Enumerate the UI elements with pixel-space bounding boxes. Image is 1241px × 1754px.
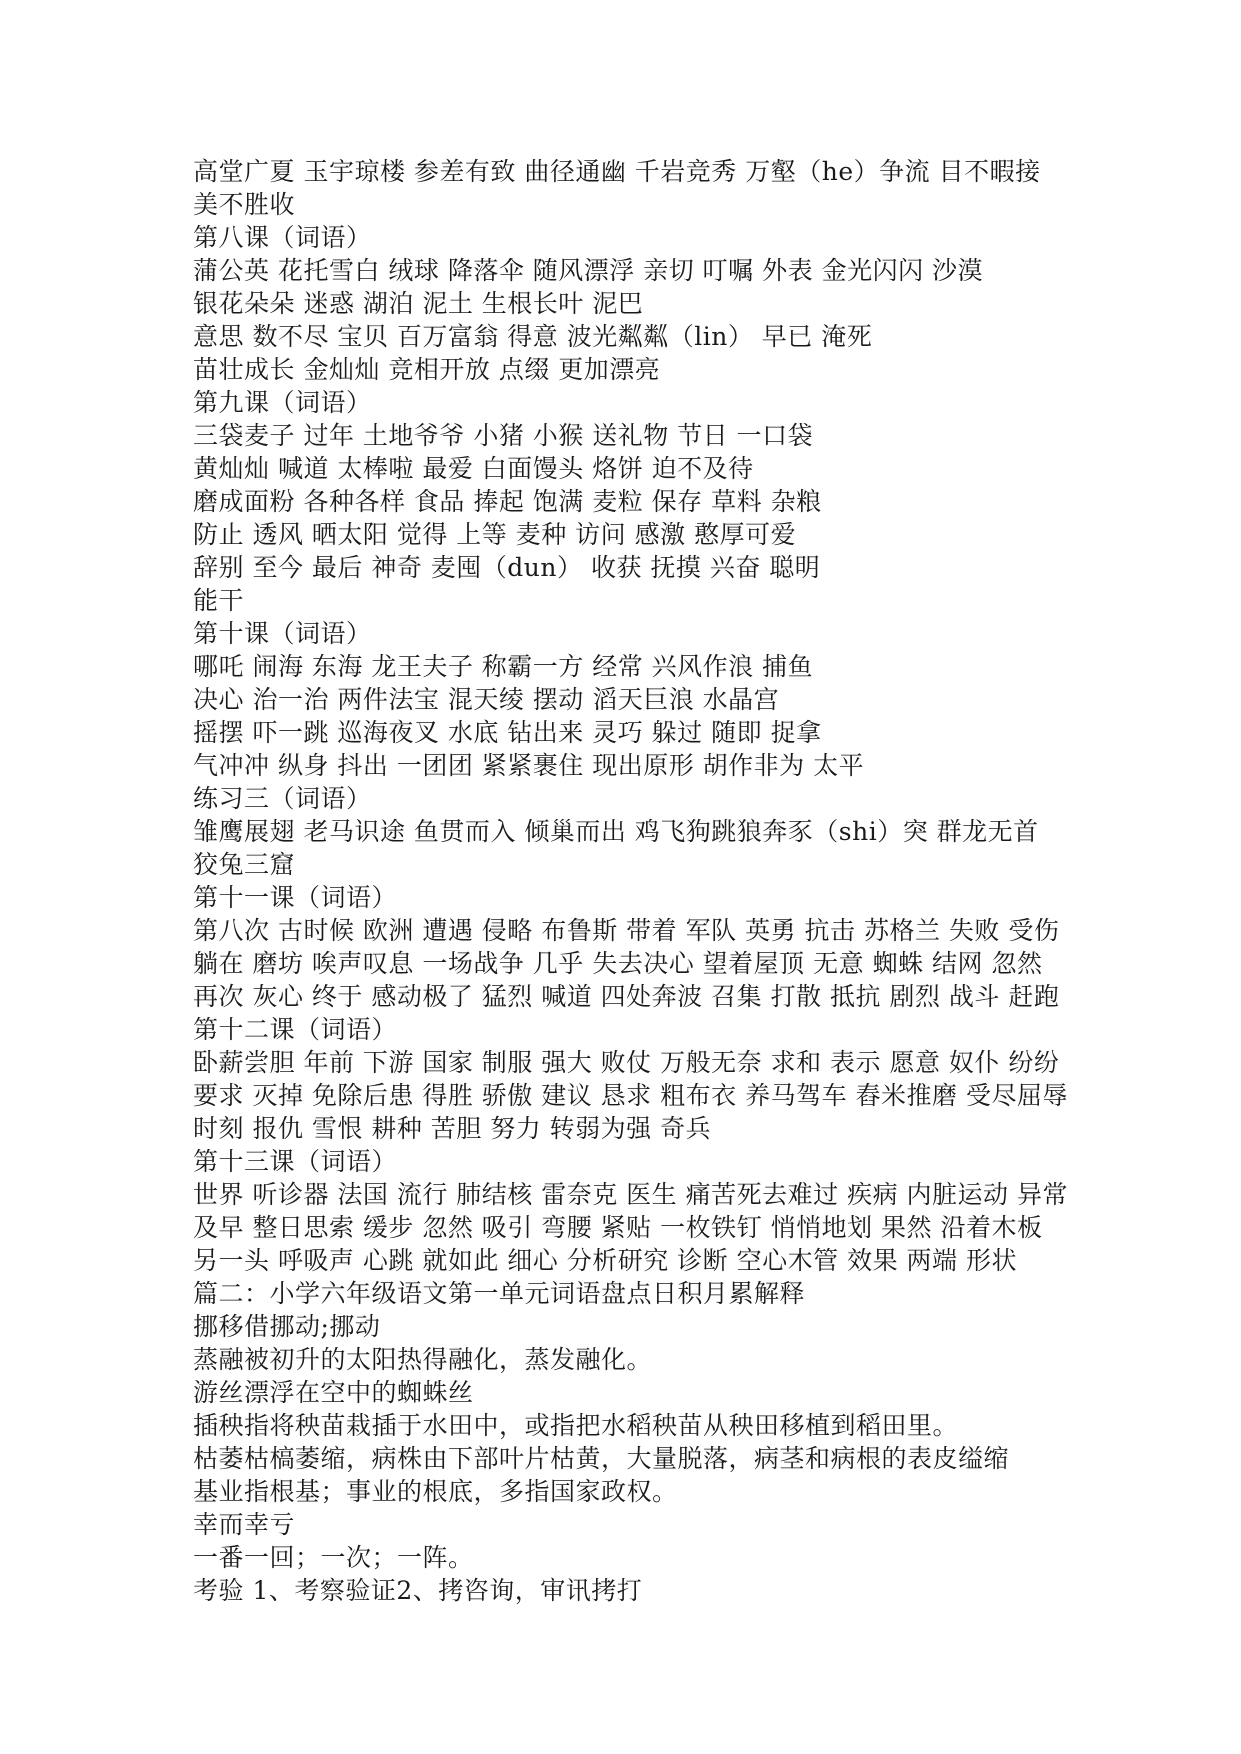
text-line: 要求 灭掉 免除后患 得胜 骄傲 建议 恳求 粗布衣 养马驾车 舂米推磨 受尽屈辱 [193,1081,1068,1110]
text-line: 时刻 报仇 雪恨 耕种 苦胆 努力 转弱为强 奇兵 [193,1114,712,1143]
text-line: 插秧指将秧苗栽插于水田中，或指把水稻秧苗从秧田移植到稻田里。 [193,1411,959,1440]
text-line: 蒸融被初升的太阳热得融化，蒸发融化。 [193,1345,653,1374]
text-line: 第十课（词语） [193,619,372,648]
text-line: 再次 灰心 终于 感动极了 猛烈 喊道 四处奔波 召集 打散 抵抗 剧烈 战斗 赶跑 [193,982,1060,1011]
text-line: 第九课（词语） [193,388,372,417]
text-line: 第八课（词语） [193,223,372,252]
text-line: 狡兔三窟 [193,850,296,879]
text-line: 气冲冲 纵身 抖出 一团团 紧紧裹住 现出原形 胡作非为 太平 [193,751,865,780]
text-line: 磨成面粉 各种各样 食品 捧起 饱满 麦粒 保存 草料 杂粮 [193,487,822,516]
text-line: 卧薪尝胆 年前 下游 国家 制服 强大 败仗 万般无奈 求和 表示 愿意 奴仆 纷纷 [193,1048,1060,1077]
text-line: 三袋麦子 过年 土地爷爷 小猪 小猴 送礼物 节日 一口袋 [193,421,814,450]
text-line: 第十一课（词语） [193,883,398,912]
text-line: 能干 [193,586,245,615]
text-line: 基业指根基；事业的根底，多指国家政权。 [193,1477,678,1506]
document-body [193,155,1203,1607]
text-line: 一番一回；一次；一阵。 [193,1543,474,1572]
text-line: 另一头 呼吸声 心跳 就如此 细心 分析研究 诊断 空心木管 效果 两端 形状 [193,1246,1017,1275]
text-line: 世界 听诊器 法国 流行 肺结核 雷奈克 医生 痛苦死去难过 疾病 内脏运动 异常 [193,1180,1068,1209]
text-line: 躺在 磨坊 唉声叹息 一场战争 几乎 失去决心 望着屋顶 无意 蜘蛛 结网 忽然 [193,949,1043,978]
text-line: 摇摆 吓一跳 巡海夜叉 水底 钻出来 灵巧 躲过 随即 捉拿 [193,718,822,747]
text-line: 及早 整日思索 缓步 忽然 吸引 弯腰 紧贴 一枚铁钉 悄悄地划 果然 沿着木板 [193,1213,1043,1242]
text-line: 哪吒 闹海 东海 龙王夫子 称霸一方 经常 兴风作浪 捕鱼 [193,652,814,681]
text-line: 第十二课（词语） [193,1015,398,1044]
text-line: 黄灿灿 喊道 太棒啦 最爱 白面馒头 烙饼 迫不及待 [193,454,754,483]
text-line: 枯萎枯槁萎缩，病株由下部叶片枯黄，大量脱落，病茎和病根的表皮缢缩 [193,1444,1010,1473]
text-line: 挪移借挪动;挪动 [193,1312,381,1341]
text-line: 高堂广夏 玉宇琼楼 参差有致 曲径通幽 千岩竞秀 万壑（he）争流 目不暇接 [193,157,1041,186]
text-line: 决心 治一治 两件法宝 混天绫 摆动 滔天巨浪 水晶宫 [193,685,780,714]
text-line: 蒲公英 花托雪白 绒球 降落伞 随风漂浮 亲切 叮嘱 外表 金光闪闪 沙漠 [193,256,984,285]
text-line: 游丝漂浮在空中的蜘蛛丝 [193,1378,474,1407]
text-line: 幸而幸亏 [193,1510,296,1539]
text-line: 雏鹰展翅 老马识途 鱼贯而入 倾巢而出 鸡飞狗跳狼奔豕（shi）突 群龙无首 [193,817,1039,846]
text-line: 第八次 古时候 欧洲 遭遇 侵略 布鲁斯 带着 军队 英勇 抗击 苏格兰 失败 受伤 [193,916,1060,945]
text-line: 第十三课（词语） [193,1147,398,1176]
text-line: 意思 数不尽 宝贝 百万富翁 得意 波光粼粼（lin） 早已 淹死 [193,322,873,351]
text-line: 篇二：小学六年级语文第一单元词语盘点日积月累解释 [193,1279,806,1308]
text-line: 练习三（词语） [193,784,372,813]
text-line: 防止 透风 晒太阳 觉得 上等 麦种 访问 感激 憨厚可爱 [193,520,797,549]
text-line: 辞别 至今 最后 神奇 麦囤（dun） 收获 抚摸 兴奋 聪明 [193,553,821,582]
text-line: 考验 1、考察验证2、拷咨询，审讯拷打 [193,1576,643,1605]
text-line: 银花朵朵 迷惑 湖泊 泥土 生根长叶 泥巴 [193,289,644,318]
text-line: 美不胜收 [193,190,296,219]
text-line: 苗壮成长 金灿灿 竞相开放 点缀 更加漂亮 [193,355,661,384]
